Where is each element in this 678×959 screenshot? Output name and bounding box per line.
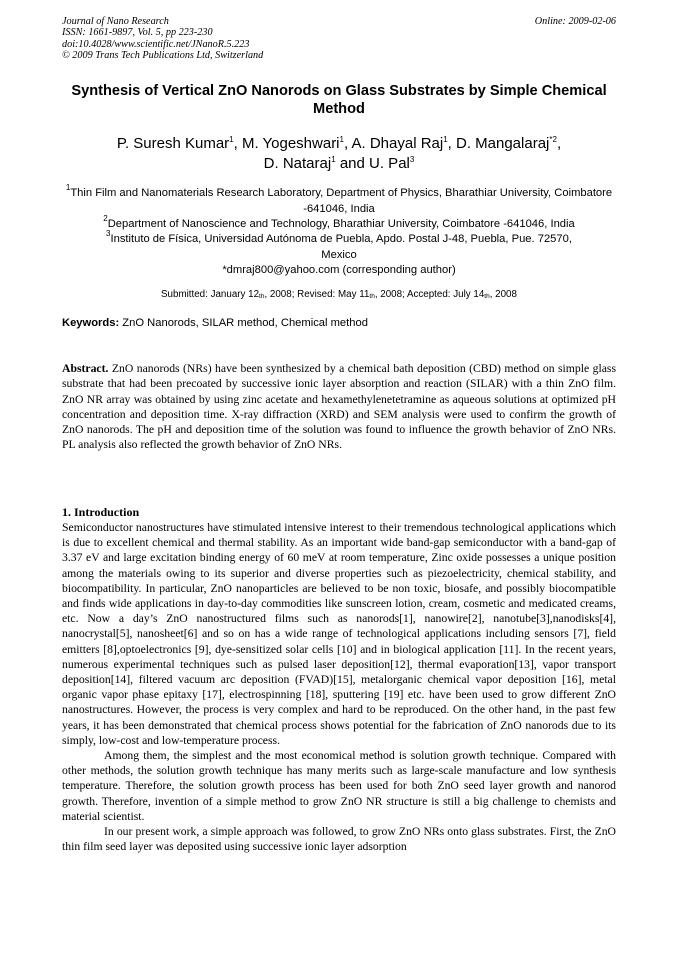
submitted-date: Submitted: January 12 [161, 289, 260, 300]
date-suffix: th [259, 293, 265, 300]
affiliation-2 [62, 214, 616, 233]
paper-title: Synthesis of Vertical ZnO Nanorods on Glass Substrates by Simple Chemical Method [71, 83, 607, 117]
journal-header [62, 16, 616, 62]
affiliation-text: Thin Film and Nanomaterials Research Laboratory, Department of Physics, Bharathiar University, Coimbatore -641046, India [70, 187, 613, 215]
paragraph: Semiconductor nanostructures have stimulated intensive interest to their tremendous technological applications which is due to excellent chemical and thermal stability. As an important wide band-gap semiconductor with a band-gap of 3.37 eV and large excitation binding energy of 60 meV at room temperature, Zinc oxide possesses a unique position among the materials owing to its superior and diverse properties such as piezoelectricity, chemical stability, and biocompatibility. In particular, ZnO nanoparticles are believed to be non toxic, biosafe, and possibly biocompatible and finds wide applications in day-to-day commodities like sunscreen lotion, cream, cosmetic and medicated creams, etc. Now a day’s ZnO nanostructured films such as nanorods[1], nanowire[2], nanotube[3],nanodisks[4], nanocrystal[5], nanosheet[6] and so on has a wide range of technological applications including sensors [7], field emitters [8],optoelectronics [9], dye-sensitized solar cells [10] and in biological application [11]. In the recent years, numerous experimental techniques such as pulsed laser deposition[12], thermal evaporation[13], vapor transport deposition[14], filtered vacuum arc deposition (FVAD)[15], metalorganic chemical vapor deposition [16], metal organic vapor phase epitaxy [17], electrospinning [18], sputtering [19] etc. have been used to grow different ZnO nanostructures. However, the process is very complex and hard to be reproduced. On the other hand, in the past few years, it has been demonstrated that chemical process shows potential for the fabrication of ZnO nanorods due to its simply, low-cost and low-temperature process. [62, 521, 616, 747]
introduction-body [62, 520, 616, 854]
section-heading-introduction: 1. Introduction [62, 505, 140, 519]
paragraph: In our present work, a simple approach was followed, to grow ZnO NRs onto glass substrates. First, the ZnO thin film seed layer was deposited using successive ionic layer adsorption [62, 825, 616, 854]
submission-dates [62, 289, 616, 300]
author-separator: , [556, 135, 562, 152]
copyright-line: © 2009 Trans Tech Publications Ltd, Switzerland [62, 50, 264, 62]
affiliation-mark: 3 [106, 229, 111, 238]
online-date: Online: 2009-02-06 [534, 16, 616, 27]
author-list [62, 134, 616, 174]
author-name: , D. Mangalaraj [447, 135, 550, 152]
issn-line: ISSN: 1661-9897, Vol. 5, pp 223-230 [62, 27, 213, 39]
keywords-text: ZnO Nanorods, SILAR method, Chemical method [119, 317, 368, 329]
keywords-label: Keywords: [62, 317, 120, 329]
affiliation-3 [62, 229, 616, 263]
doi-line: doi:10.4028/www.scientific.net/JNanoR.5.223 [62, 38, 250, 50]
date-suffix: th [484, 293, 490, 300]
paragraph: Among them, the simplest and the most economical method is solution growth technique. Compared with other methods, the solution growth technique has many merits such as large-scale manufacture and low synthesis temperature. Therefore, the solution growth process has been used for both ZnO seed layer growth and nanorod growth. Therefore, invention of a simple method to grow ZnO NR structure is still a big challenge to chemists and material scientist. [62, 749, 616, 823]
affiliation-mark: 2 [103, 214, 108, 223]
author-affiliation-mark: 1 [339, 135, 344, 144]
abstract [62, 361, 616, 453]
author-affiliation-mark: *2 [549, 135, 557, 144]
author-affiliation-mark: 1 [331, 155, 336, 164]
affiliation-text: Department of Nanoscience and Technology, Bharathiar University, Coimbatore -641046, India [107, 218, 575, 230]
author-name: D. Nataraj [263, 155, 332, 172]
author-affiliation-mark: 1 [229, 135, 234, 144]
date-suffix: th [369, 293, 375, 300]
author-name: and U. Pal [335, 155, 410, 172]
date-year: , 2008 [489, 289, 517, 300]
affiliation-1 [62, 183, 616, 217]
abstract-label: Abstract. [62, 362, 109, 375]
author-name: , A. Dhayal Raj [343, 135, 444, 152]
abstract-text: ZnO nanorods (NRs) have been synthesized by a chemical bath deposition (CBD) method on simple glass substrate that had been precoated by successive ionic layer absorption and reaction (SILAR) with a thin ZnO film. ZnO NR array was obtained by using zinc acetate and hexamethylenetetramine as aqueous solutions at optimized pH concentration and deposition time. X-ray diffraction (XRD) and SEM analysis were used to confirm the growth of ZnO nanorods. The pH and deposition time of the solution was found to influence the growth behavior of ZnO NRs. PL analysis also reflected the growth behavior of ZnO NRs. [62, 362, 616, 452]
affiliation-text: Instituto de Física, Universidad Autónoma de Puebla, Apdo. Postal J-48, Puebla, Pue. 72570, Mexico [110, 233, 572, 261]
affiliation-mark: 1 [65, 183, 71, 192]
author-name: P. Suresh Kumar [116, 135, 230, 152]
journal-name: Journal of Nano Research [62, 16, 169, 27]
author-name: , M. Yogeshwari [233, 135, 340, 152]
author-affiliation-mark: 1 [443, 135, 448, 144]
accepted-date: , 2008; Accepted: July 14 [374, 289, 485, 300]
revised-date: , 2008; Revised: May 11 [264, 289, 370, 300]
author-affiliation-mark: 3 [409, 155, 415, 164]
corresponding-email: *dmraj800@yahoo.com (corresponding author) [222, 264, 456, 276]
keywords [62, 317, 616, 329]
